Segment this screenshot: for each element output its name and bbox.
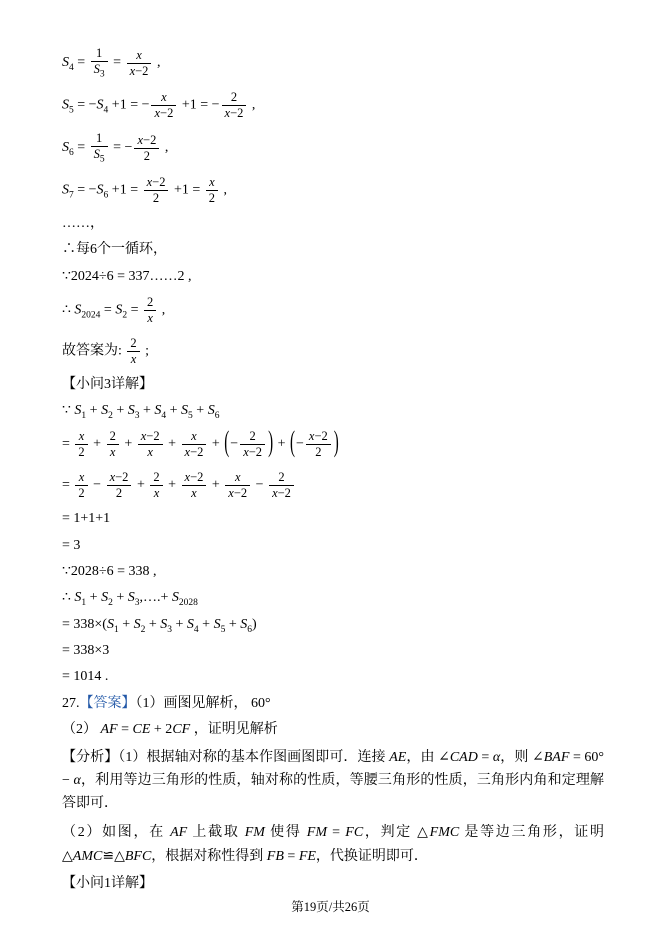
answer-label: 【答案】 bbox=[79, 695, 136, 711]
math-variable: S bbox=[127, 403, 135, 419]
math-variable: S bbox=[74, 590, 82, 606]
math-fraction: $\frac{x}{x-2}$ bbox=[225, 470, 250, 501]
math-variable: S bbox=[207, 403, 215, 419]
page-footer bbox=[0, 897, 661, 915]
math-variable: ∠CAD bbox=[438, 750, 478, 766]
math-variable: S bbox=[62, 182, 69, 198]
math-subscript: 4 bbox=[193, 624, 199, 635]
math-fraction: $\frac{x-2}{x}$ bbox=[182, 470, 207, 501]
math-subscript: 4 bbox=[161, 410, 167, 421]
content-line: ∴ $S_1 + S_2$ + $S_3,\dots.+ S_{2028}$ bbox=[62, 590, 198, 609]
math-subscript: 6 bbox=[247, 624, 252, 635]
math-variable: FM bbox=[306, 825, 327, 841]
math-variable: S bbox=[181, 403, 189, 419]
math-subscript: 1 bbox=[81, 598, 87, 609]
math-fraction: $\frac{2}{x}$ bbox=[107, 429, 119, 460]
math-subscript: 2024 bbox=[81, 310, 101, 321]
page-number-text: 第19页/共26页 bbox=[291, 900, 370, 914]
math-variable: x bbox=[191, 429, 197, 444]
math-fraction: $\frac{x}{2}$ bbox=[75, 429, 87, 460]
math-subscript: 1 bbox=[113, 624, 119, 635]
math-variable: FC bbox=[345, 825, 364, 841]
math-variable: x bbox=[136, 47, 142, 62]
content-line: 故答案为: $\frac{2}{x}$ ; bbox=[62, 335, 150, 366]
math-subscript: 4 bbox=[69, 63, 74, 74]
math-variable: x bbox=[137, 132, 144, 147]
math-subscript: 7 bbox=[69, 190, 74, 201]
content-line: = $\frac{x}{2}$ + $\frac{2}{x}$ + $\frac{x-2}{x}$ + $\frac{x}{x-2}$ + (− $\frac{2}{x-2}$ ) + (− $\frac{x-2}{2}$ ) bbox=[62, 427, 604, 462]
big-left-paren: ( bbox=[224, 427, 230, 460]
math-fraction: $\frac{2}{x}$ bbox=[144, 295, 156, 326]
math-fraction: $\frac{2}{x}$ bbox=[150, 470, 162, 501]
math-variable: x bbox=[234, 470, 241, 485]
math-variable: x bbox=[184, 445, 191, 460]
math-fraction: $\frac{x-2}{x}$ bbox=[138, 429, 163, 460]
math-variable: S bbox=[160, 616, 168, 632]
math-variable: x bbox=[228, 486, 234, 501]
math-fraction: $\frac{x}{x-2}$ bbox=[151, 90, 176, 121]
math-variable: S bbox=[171, 590, 179, 606]
math-subscript: 3 bbox=[134, 598, 140, 609]
math-subscript: 5 bbox=[188, 410, 193, 421]
math-variable: CF bbox=[172, 721, 191, 737]
math-fraction: $\frac{2}{x-2}$ bbox=[269, 470, 294, 501]
math-variable: x bbox=[154, 106, 161, 120]
content-line: 【分析】（1）根据轴对称的基本作图画图即可．连接 AE，由 ∠CAD = α，则 ∠BAF = 60° − α，利用等边三角形的性质，轴对称的性质，等腰三角形的性质，三角形内角和定理解答即可． bbox=[62, 750, 605, 812]
math-subscript: 3 bbox=[167, 624, 173, 635]
math-variable: S bbox=[74, 302, 82, 318]
math-variable: S bbox=[127, 590, 135, 606]
math-variable: AF bbox=[170, 825, 188, 841]
math-variable: S bbox=[106, 616, 114, 632]
content-line: $S_4$ = $\frac{1}{S_3}$ = $\frac{x}{x-2}$ , bbox=[62, 46, 161, 80]
math-variable: x bbox=[243, 445, 249, 460]
content-line: （2）如图，在 AF 上截取 FM 使得 FM = FC，判定 △FMC 是等边三角形，证明 △AMC≌△BFC，根据对称性得到 FB = FE，代换证明即可． bbox=[62, 825, 605, 864]
math-subscript: 2 bbox=[108, 598, 113, 609]
math-variable: x bbox=[147, 310, 153, 325]
math-fraction: $\frac{x}{2}$ bbox=[75, 470, 87, 501]
content-line: ∵2024÷6 = 337……2 , bbox=[62, 268, 192, 284]
content-line: ∵ $S_1 + S_2 + S_3 + S_4 + S_5 + S_6$ bbox=[62, 403, 220, 421]
math-variable: x bbox=[130, 351, 137, 366]
math-variable: x bbox=[209, 175, 215, 189]
math-variable: AMC bbox=[72, 848, 103, 864]
math-variable: α bbox=[73, 773, 81, 789]
math-fraction: $\frac{1}{S_3}$ bbox=[91, 46, 108, 80]
math-variable: S bbox=[154, 403, 162, 419]
math-variable: AF bbox=[100, 721, 118, 737]
math-fraction: $\frac{2}{x-2}$ bbox=[222, 90, 247, 121]
math-variable: S bbox=[62, 140, 69, 156]
math-subscript: 2 bbox=[140, 624, 146, 635]
math-fraction: $\frac{x}{2}$ bbox=[206, 175, 218, 206]
math-subscript: 2028 bbox=[178, 598, 198, 609]
math-subscript: 6 bbox=[214, 410, 220, 421]
math-subscript: 3 bbox=[99, 69, 105, 80]
math-variable: S bbox=[240, 616, 248, 632]
math-variable: S bbox=[96, 182, 104, 198]
content-line: ∴ $S_{2024} = S_2$ = $\frac{2}{x}$ , bbox=[62, 294, 166, 325]
math-variable: x bbox=[153, 486, 160, 501]
math-variable: x bbox=[129, 63, 136, 78]
content-line: = 338×3 bbox=[62, 642, 110, 658]
solution-content bbox=[62, 44, 604, 900]
math-variable: S bbox=[133, 616, 141, 632]
content-line: = $338\times(S_1 + S_2 + S_3 + S_4 + S_5 + S_6)$ bbox=[62, 616, 257, 635]
math-subscript: 1 bbox=[81, 410, 87, 421]
content-line: $S_6$ = $\frac{1}{S_5}$ = − $\frac{x-2}{2}$ , bbox=[62, 131, 169, 165]
content-line: 27.【答案】（1）画图见解析， 60° bbox=[62, 695, 271, 711]
math-variable: x bbox=[78, 470, 85, 485]
math-fraction: $\frac{2}{x-2}$ bbox=[240, 429, 265, 460]
content-line: ∴每6个一循环， bbox=[62, 242, 167, 258]
math-variable: FB bbox=[266, 848, 284, 864]
math-variable: S bbox=[101, 590, 109, 606]
math-variable: S bbox=[186, 616, 194, 632]
math-variable: S bbox=[101, 403, 109, 419]
math-subscript: 6 bbox=[103, 190, 109, 201]
math-variable: S bbox=[213, 616, 221, 632]
big-right-paren: ) bbox=[333, 427, 339, 460]
math-variable: AE bbox=[389, 750, 407, 766]
math-fraction: $\frac{x-2}{2}$ bbox=[107, 470, 132, 501]
math-variable: x bbox=[140, 429, 147, 444]
math-subscript: 3 bbox=[134, 410, 140, 421]
math-fraction: $\frac{x}{x-2}$ bbox=[182, 429, 207, 460]
math-variable: S bbox=[93, 62, 100, 76]
math-variable: S bbox=[93, 147, 100, 161]
math-variable: S bbox=[115, 302, 123, 318]
math-variable: x bbox=[147, 445, 153, 460]
math-subscript: 5 bbox=[220, 624, 226, 635]
math-variable: x bbox=[78, 429, 85, 444]
math-variable: S bbox=[74, 403, 82, 419]
math-subscript: 5 bbox=[69, 105, 74, 116]
content-line: （2） AF = CE + 2CF ，证明见解析 bbox=[62, 721, 278, 737]
math-variable: x bbox=[224, 106, 231, 120]
content-line: $S_5 = -S_4 +1$ = − $\frac{x}{x-2}$ +1 = − $\frac{2}{x-2}$ , bbox=[62, 90, 256, 120]
content-line: $S_7 = -S_6 +1$ = $\frac{x-2}{2}$ +1 = $\frac{x}{2}$ , bbox=[62, 175, 228, 205]
content-line: 【小问3详解】 bbox=[62, 376, 153, 392]
content-line: ∵2028÷6 = 338 , bbox=[62, 564, 157, 580]
math-variable: x bbox=[109, 470, 116, 485]
math-variable: x bbox=[184, 470, 191, 485]
math-variable: FM bbox=[244, 825, 265, 841]
math-variable: x bbox=[161, 90, 167, 104]
math-variable: BFC bbox=[124, 848, 152, 864]
math-variable: ∠BAF bbox=[532, 750, 570, 766]
math-variable: x bbox=[272, 486, 278, 501]
big-left-paren: ( bbox=[289, 427, 295, 460]
math-variable: FE bbox=[298, 848, 316, 864]
math-fraction: $\frac{x}{x-2}$ bbox=[127, 48, 152, 79]
math-variable: x bbox=[146, 175, 153, 189]
math-variable: CE bbox=[132, 721, 151, 737]
math-subscript: 6 bbox=[69, 148, 74, 159]
math-subscript: 2 bbox=[122, 310, 128, 321]
content-line: = 3 bbox=[62, 537, 81, 553]
content-line: = 1+1+1 bbox=[62, 511, 111, 527]
math-fraction: $\frac{x-2}{2}$ bbox=[144, 175, 169, 206]
math-variable: FMC bbox=[429, 825, 460, 841]
content-line: 【小问1详解】 bbox=[62, 875, 153, 891]
math-variable: α bbox=[492, 750, 501, 766]
math-subscript: 5 bbox=[99, 154, 105, 165]
math-subscript: 4 bbox=[103, 105, 109, 116]
math-variable: S bbox=[62, 55, 69, 71]
content-line: = $\frac{x}{2}$ − $\frac{x-2}{2}$ + $\frac{2}{x}$ + $\frac{x-2}{x}$ + $\frac{x}{x-2}$ − $\frac{2}{x-2}$ bbox=[62, 468, 604, 503]
math-fraction: $\frac{x-2}{2}$ bbox=[306, 429, 331, 460]
math-variable: x bbox=[191, 486, 197, 501]
math-variable: x bbox=[308, 429, 315, 444]
math-variable: x bbox=[109, 445, 116, 460]
math-variable: S bbox=[62, 97, 69, 113]
content-line: = 1014 . bbox=[62, 669, 109, 685]
big-right-paren: ) bbox=[268, 427, 274, 460]
math-fraction: $\frac{x-2}{2}$ bbox=[134, 133, 159, 164]
content-line: ……， bbox=[62, 216, 104, 231]
math-variable: S bbox=[96, 97, 104, 113]
math-fraction: $\frac{1}{S_5}$ bbox=[91, 131, 108, 165]
math-subscript: 2 bbox=[108, 410, 113, 421]
math-fraction: $\frac{2}{x}$ bbox=[127, 336, 139, 367]
